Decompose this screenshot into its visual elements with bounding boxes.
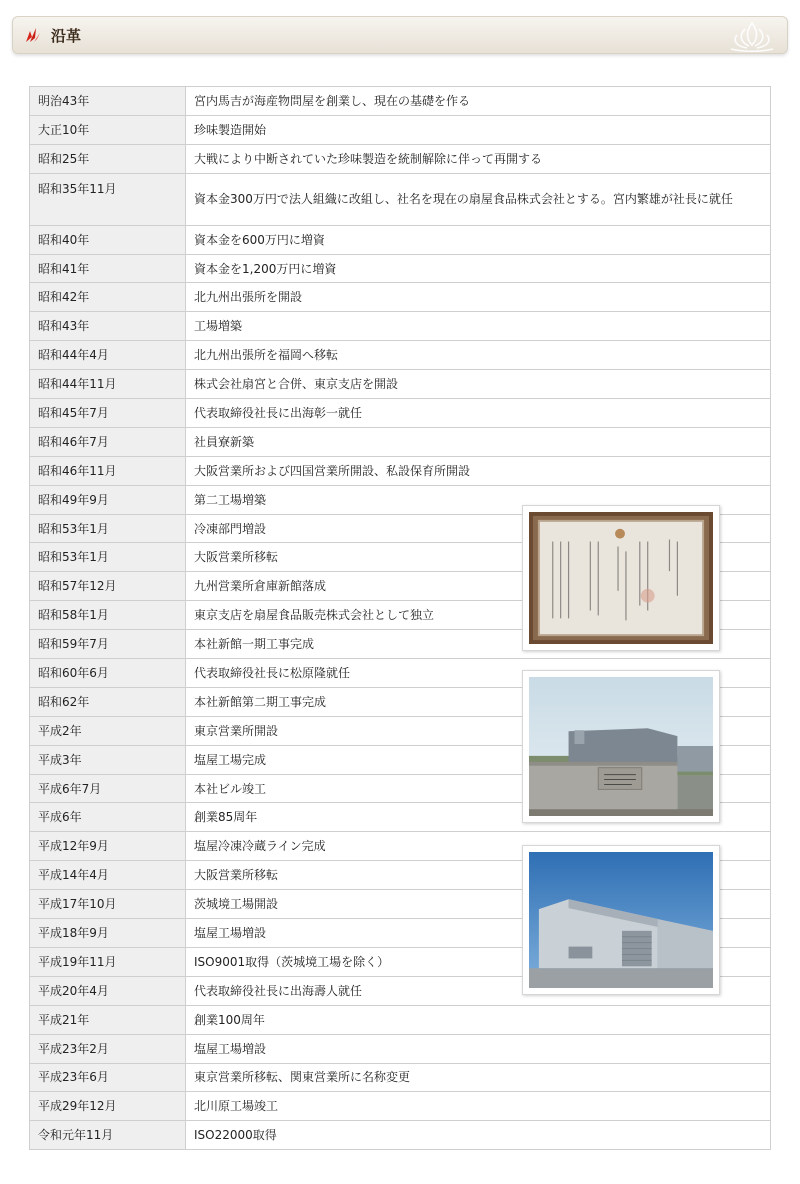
history-year: 平成2年: [30, 716, 186, 745]
history-row: [30, 225, 771, 254]
history-event: 資本金300万円で法人組織に改組し、社名を現在の扇屋食品株式会社とする。宮内繁雄が社長に就任: [186, 173, 771, 225]
history-row: [30, 427, 771, 456]
history-event: 東京営業所開設: [186, 716, 771, 745]
history-year: 平成18年9月: [30, 919, 186, 948]
history-year: 昭和49年9月: [30, 485, 186, 514]
history-event: 第二工場増築: [186, 485, 771, 514]
history-event: 宮内馬吉が海産物問屋を創業し、現在の基礎を作る: [186, 87, 771, 116]
history-event: 大阪営業所移転: [186, 543, 771, 572]
history-year: 昭和45年7月: [30, 399, 186, 428]
factory-photo-1: [522, 670, 720, 823]
history-row: [30, 254, 771, 283]
factory-image-2: [529, 852, 713, 988]
history-year: 平成6年7月: [30, 774, 186, 803]
history-event: 大阪営業所移転: [186, 861, 771, 890]
history-event: ISO22000取得: [186, 1121, 771, 1150]
history-year: 平成23年6月: [30, 1063, 186, 1092]
history-year: 明治43年: [30, 87, 186, 116]
history-event: 九州営業所倉庫新館落成: [186, 572, 771, 601]
factory-photo-2: [522, 845, 720, 995]
history-event: 代表取締役社長に松原隆就任: [186, 659, 771, 688]
history-event: 北川原工場竣工: [186, 1092, 771, 1121]
history-event: 株式会社扇宮と合併、東京支店を開設: [186, 370, 771, 399]
history-row: [30, 144, 771, 173]
history-event: 塩屋工場増設: [186, 1034, 771, 1063]
history-event: 塩屋工場増設: [186, 919, 771, 948]
history-year: 平成12年9月: [30, 832, 186, 861]
history-row: [30, 283, 771, 312]
history-year: 昭和41年: [30, 254, 186, 283]
history-event: 茨城境工場開設: [186, 890, 771, 919]
history-year: 昭和57年12月: [30, 572, 186, 601]
history-row: [30, 456, 771, 485]
history-row: [30, 370, 771, 399]
history-event: 本社新館第二期工事完成: [186, 687, 771, 716]
history-event: 珍味製造開始: [186, 115, 771, 144]
history-year: 昭和35年11月: [30, 173, 186, 225]
history-event: 代表取締役社長に出海彰一就任: [186, 399, 771, 428]
history-year: 昭和46年11月: [30, 456, 186, 485]
history-year: 平成29年12月: [30, 1092, 186, 1121]
history-year: 平成23年2月: [30, 1034, 186, 1063]
history-row: [30, 1034, 771, 1063]
red-fan-icon: [25, 27, 41, 43]
history-event: 創業100周年: [186, 1005, 771, 1034]
history-year: 昭和40年: [30, 225, 186, 254]
history-year: 平成20年4月: [30, 976, 186, 1005]
history-year: 昭和44年11月: [30, 370, 186, 399]
history-event: 創業85周年: [186, 803, 771, 832]
history-event: 資本金を600万円に増資: [186, 225, 771, 254]
history-row: [30, 1121, 771, 1150]
history-year: 平成17年10月: [30, 890, 186, 919]
history-event: 代表取締役社長に出海壽人就任: [186, 976, 771, 1005]
history-row: [30, 115, 771, 144]
history-event: 東京営業所移転、関東営業所に名称変更: [186, 1063, 771, 1092]
history-event: 工場増築: [186, 312, 771, 341]
history-event: 資本金を1,200万円に増資: [186, 254, 771, 283]
history-year: 平成19年11月: [30, 947, 186, 976]
history-row: [30, 1092, 771, 1121]
history-row: [30, 341, 771, 370]
history-year: 昭和25年: [30, 144, 186, 173]
history-row: [30, 87, 771, 116]
history-event: 本社新館一期工事完成: [186, 630, 771, 659]
history-row: [30, 312, 771, 341]
history-event: 本社ビル竣工: [186, 774, 771, 803]
history-year: 昭和60年6月: [30, 659, 186, 688]
history-event: 大阪営業所および四国営業所開設、私設保育所開設: [186, 456, 771, 485]
history-row: [30, 1005, 771, 1034]
history-row: [30, 399, 771, 428]
history-year: 昭和43年: [30, 312, 186, 341]
history-year: 昭和46年7月: [30, 427, 186, 456]
history-event: 冷凍部門増設: [186, 514, 771, 543]
history-year: 平成14年4月: [30, 861, 186, 890]
history-year: 平成3年: [30, 745, 186, 774]
history-year: 令和元年11月: [30, 1121, 186, 1150]
section-header: [12, 16, 788, 54]
history-event: 塩屋工場完成: [186, 745, 771, 774]
history-event: 北九州出張所を福岡へ移転: [186, 341, 771, 370]
history-event: 塩屋冷凍冷蔵ライン完成: [186, 832, 771, 861]
certificate-photo: [522, 505, 720, 651]
history-year: 平成6年: [30, 803, 186, 832]
history-year: 平成21年: [30, 1005, 186, 1034]
section-title: 沿革: [51, 27, 82, 45]
history-year: 昭和59年7月: [30, 630, 186, 659]
lotus-icon: [725, 19, 779, 53]
history-year: 昭和53年1月: [30, 514, 186, 543]
history-row: [30, 173, 771, 225]
history-event: 大戦により中断されていた珍味製造を統制解除に伴って再開する: [186, 144, 771, 173]
history-year: 昭和58年1月: [30, 601, 186, 630]
history-row: [30, 1063, 771, 1092]
history-event: 北九州出張所を開設: [186, 283, 771, 312]
history-year: 昭和42年: [30, 283, 186, 312]
certificate-image: [529, 512, 713, 644]
history-year: 大正10年: [30, 115, 186, 144]
history-event: ISO9001取得（茨城境工場を除く）: [186, 947, 771, 976]
history-event: 社員寮新築: [186, 427, 771, 456]
history-event: 東京支店を扇屋食品販売株式会社として独立: [186, 601, 771, 630]
factory-image-1: [529, 677, 713, 816]
history-year: 昭和44年4月: [30, 341, 186, 370]
history-year: 昭和53年1月: [30, 543, 186, 572]
history-year: 昭和62年: [30, 687, 186, 716]
